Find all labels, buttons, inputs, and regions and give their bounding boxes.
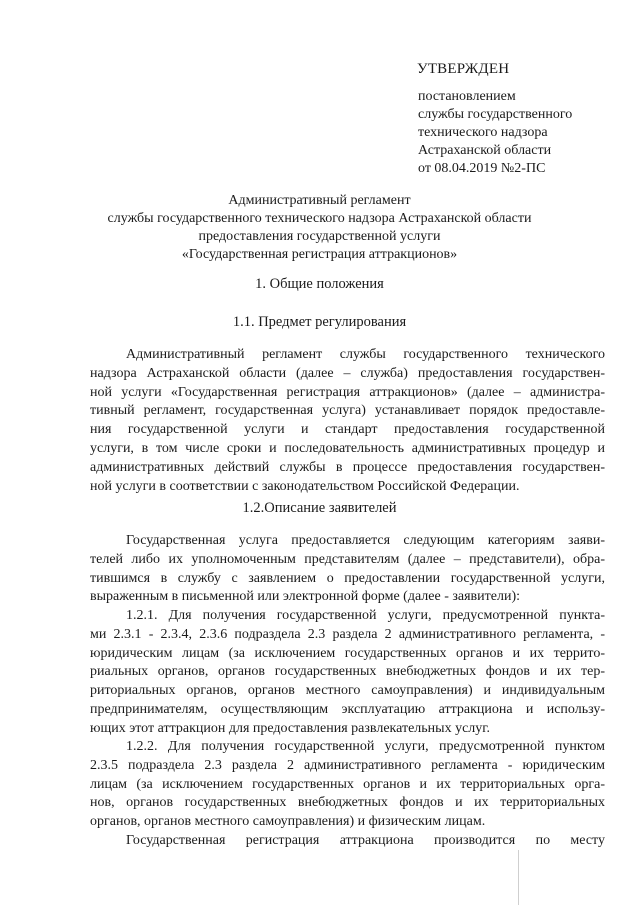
title-line: предоставления государственной услуги: [198, 229, 441, 244]
text-line: ной услуги в соответствии с законодательством Российской Федерации.: [90, 478, 520, 494]
paragraph-applicants: [90, 532, 605, 607]
text-line: 1.2.1. Для получения государственной услуги, предусмотренной пункта-: [126, 608, 605, 623]
title-line: «Государственная регистрация аттракционов»: [181, 247, 458, 262]
approval-line: Астраханской области: [418, 143, 552, 158]
scan-artifact-line: [518, 850, 519, 905]
text-line: ющих этот аттракцион для предоставления развлекательных услуг.: [90, 720, 490, 736]
text-line: выраженным в письменной или электронной форме (далее - заявители):: [90, 589, 521, 605]
text-line: ния государственной услуги и стандарт предоставления государственной: [90, 422, 605, 438]
text-line: органов, органов местного самоуправления) и физическим лицам.: [90, 814, 486, 830]
text-line: ной услуги «Государственная регистрация аттракционов» (далее – администра-: [90, 384, 605, 400]
subsection-heading: 1.1. Предмет регулирования: [232, 314, 407, 330]
approval-line: от 08.04.2019 №2-ПС: [418, 161, 546, 176]
text-line: лицам (за исключением государственных органов и их территориальных орга-: [90, 776, 605, 792]
text-line: услуги, в том числе сроки и последовательность административных процедур и: [90, 440, 605, 456]
text-line: нов, органов государственных внебюджетных фондов и их территориальных: [90, 795, 605, 811]
text-line: юридическим лицам (за исключением государственных органов и их террито-: [90, 645, 605, 661]
approval-line: технического надзора: [418, 125, 548, 140]
approval-line: службы государственного: [418, 107, 573, 122]
text-line: ми 2.3.1 - 2.3.4, 2.3.6 подраздела 2.3 раздела 2 административного регламента, -: [90, 626, 605, 642]
paragraph-subject: [90, 346, 605, 496]
approval-block: [418, 88, 572, 178]
subsection-heading: 1.2.Описание заявителей: [242, 500, 397, 516]
title-line: Административный регламент: [228, 193, 411, 208]
approval-heading: УТВЕРЖДЕН: [417, 61, 510, 77]
text-line: Административный регламент службы государственного технического: [126, 347, 605, 362]
approval-line: постановлением: [418, 89, 516, 104]
text-line: тивный регламент, государственная услуга) устанавливает порядок предоставле-: [90, 403, 605, 419]
text-line: риториальных органов, органов местного самоуправления) и индивидуальным: [90, 683, 605, 699]
text-line: телей либо их уполномоченным представителям (далее – представители), обра-: [90, 551, 605, 567]
section-heading: 1. Общие положения: [255, 276, 384, 292]
paragraph-1-2-2: [90, 738, 605, 832]
text-line: тившимся в службу с заявлением о предоставлении государственной услуги,: [90, 570, 605, 586]
text-line: надзора Астраханской области (далее – служба) предоставления государствен-: [90, 365, 605, 381]
document-title: [0, 192, 639, 264]
text-line: 1.2.2. Для получения государственной услуги, предусмотренной пунктом: [126, 739, 605, 754]
paragraph-1-2-1: [90, 607, 605, 739]
text-line: административных действий службы в процессе предоставления государствен-: [90, 459, 605, 475]
text-line: Государственная регистрация аттракциона производится по месту: [126, 833, 605, 848]
title-line: службы государственного технического надзора Астраханской области: [107, 211, 532, 226]
paragraph-registration: [90, 832, 605, 851]
text-line: риальных органов, органов государственных внебюджетных фондов и их тер-: [90, 664, 605, 680]
text-line: Государственная услуга предоставляется следующим категориям заяви-: [126, 533, 605, 548]
text-line: предпринимателям, осуществляющим эксплуатацию аттракциона и использу-: [90, 701, 605, 717]
text-line: 2.3.5 подраздела 2.3 раздела 2 административного регламента - юридическим: [90, 757, 605, 773]
